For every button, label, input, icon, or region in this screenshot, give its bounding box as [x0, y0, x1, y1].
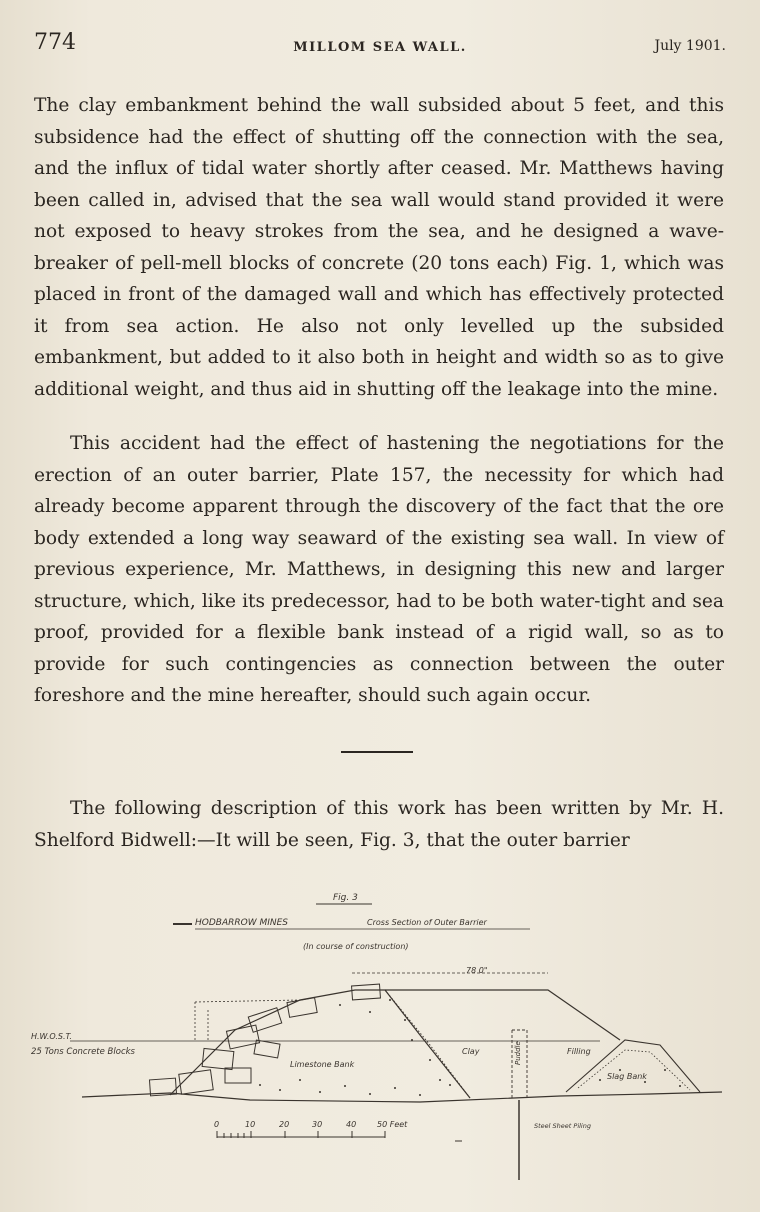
scale-tick-label: 50 Feet	[377, 1120, 408, 1129]
high-water-label: H.W.O.S.T.	[31, 1032, 72, 1041]
scale-tick-label: 20	[279, 1120, 290, 1129]
scale-tick-label: 40	[346, 1120, 357, 1129]
limestone-bank-outline	[170, 990, 470, 1098]
scale-tick-label: 30	[312, 1120, 323, 1129]
issue-date: July 1901.	[654, 38, 726, 54]
paragraph-text: The clay embankment behind the wall subsided about 5 feet, and this subsidence had the effect of shutting off the connection with the sea, and the influx of tidal water shortly after ceased. Mr. Matthews having been called in, advised that the sea wall would stand provided it were not exposed to heavy strokes from the sea, and he designed a wave-breaker of pell-mell blocks of concrete (20 tons each) Fig. 1, which was placed in front of the damaged wall and which has effectively protected it from sea action. He also not only levelled up the subsided embankment, but added to it also both in height and width so as to give additional weight, and thus aid in shutting off the leakage into the mine.	[34, 95, 724, 400]
rubble-stipple	[259, 999, 681, 1096]
slag-bank-outline	[566, 1040, 700, 1092]
paragraph-text: This accident had the effect of hastening the negotiations for the erection of an outer barrier, Plate 157, the necessity for which had already become apparent through the discovery of the fact that the ore body extended a long way seaward of the existing sea wall. In view of previous experience, Mr. Matthews, in designing this new and larger structure, which, like its predecessor, had to be both water-tight and sea proof, provided for a flexible bank instead of a rigid wall, so as to provide for such contingencies as connection between the outer foreshore and the mine hereafter, should such again occur.	[34, 433, 724, 706]
scale-tick-label: 0	[214, 1120, 220, 1129]
slag-bank-label: Slag Bank	[607, 1072, 647, 1081]
piling-label: Steel Sheet Piling	[534, 1122, 591, 1130]
scale-tick-label: 10	[245, 1120, 256, 1129]
limestone-bank-label: Limestone Bank	[290, 1060, 355, 1069]
puddle-label: Puddle	[514, 1041, 522, 1065]
running-title: MILLOM SEA WALL.	[293, 40, 467, 55]
foreshore-line	[82, 1092, 722, 1102]
figure-title: HODBARROW MINES	[195, 918, 289, 928]
barrier-top-outline	[385, 990, 620, 1040]
top-dimension-label: 78 0"	[466, 966, 488, 975]
figure-subtitle: Cross Section of Outer Barrier	[367, 918, 487, 927]
old-profile-dotted	[195, 1000, 300, 1040]
scale-bar	[217, 1131, 385, 1138]
puddle-trench	[512, 1030, 527, 1100]
figure-number: Fig. 3	[333, 893, 358, 903]
figure-note: (In course of construction)	[303, 942, 409, 951]
slag-bank-inner	[578, 1050, 690, 1090]
clay-label: Clay	[462, 1047, 480, 1056]
page-number: 774	[34, 30, 76, 55]
concrete-blocks-label: 25 Tons Concrete Blocks	[31, 1047, 135, 1057]
filling-label: Filling	[567, 1047, 591, 1056]
paragraph-text: The following description of this work has been written by Mr. H. Shelford Bidwell:—It will be seen, Fig. 3, that the outer barrier	[34, 798, 724, 851]
